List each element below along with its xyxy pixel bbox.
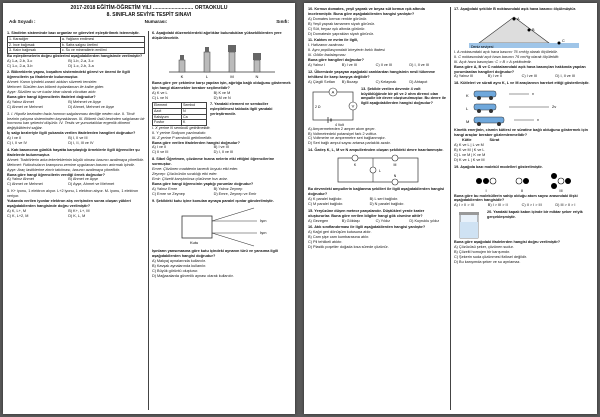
name-label: Adı Soyadı : (9, 19, 36, 24)
question-4: 4. Katı basıncının günlük hayatta karşılaştığı örneklerle ilgili öğrenciler şu ifadelerde bulunmuştur. Ahmet: Traktörlerin arka tekerleklerinin büyük olması basıncı azaltmaya yöneliktir. Mehmet: Futbolcuların kramponu zemine uygulanan basıncı artırmak içindir. Ayşe: Araç lastiklerine zincir takılması, basıncı azaltmaya yöneliktir. Buna göre hangi öğrencilerin verdiği örnek doğrudur? A) Yalnız Ahmet B) Ahmet ve Ayşe C) Ahmet ve Mehmet D) Ayşe, Ahmet ve Mehmet (7, 148, 144, 187)
resistance-label: 2 Ω (315, 104, 321, 109)
svg-text:v: v (531, 91, 534, 97)
page2-left-column (308, 7, 447, 412)
mountain-figure (469, 13, 579, 49)
svg-text:II: II (520, 187, 523, 193)
molecule-3-icon (551, 173, 571, 189)
point-c (557, 41, 560, 44)
svg-text:C: C (561, 38, 565, 43)
svg-text:I: I (484, 187, 487, 193)
ray-label-1: Işın (259, 218, 266, 224)
circuit-figure-14 (333, 154, 423, 186)
student-info-row (3, 18, 295, 25)
exam-subtitle: 8. SINIFLAR SEVİYE TESPİT SINAVI (106, 12, 192, 18)
weight-m-column (229, 52, 235, 72)
page2-right-column (454, 7, 593, 412)
weights-figure (167, 42, 277, 80)
question-10: 10. Kırmızı domates, yeşil yaprak ve beyaz süt kırmızı ışık altında incelenmiştir. Buna göre aşağıdakilerden hangisi yanlıştır? A) Domates kırmızı renkte görünür. B) Yeşil yaprak tamamen siyah görünür. C) Süt, beyaz ışık altında görünür. D) Domatesin yaprakları siyah görünür. (308, 7, 425, 36)
svg-text:K: K (353, 163, 356, 168)
question-7: Element Sembol Azot N Kalsiyum Ca Fosfor K 7. Yandaki element ve semboller eşleştirilmesi tabloda ilgili yandaki yerleştirmedir. I. X yerine N sembolü getirilmelidir. II. Y yerine Sodyum yazılmalıdır. III. Z yerine P sembolü getirilmelidir. Buna göre verilen ifadelerden hangisi doğrudur? A) I ve II B) I ve III C) II ve III D) I, II ve III (152, 102, 273, 155)
question-5: 5. K+ iyonu, 1 elektron alıyor. L+2 iyonu, 1 elektron alıyor. M- iyonu, 1 elektron veriyor. Yukarıda verilen iyonlar elektron alış verişinden sonra oluşan yükleri aşağıdakilerden hangisinde doğru verilmiştir? A) K, L+, M B) K+, L+, M C) K, L+2, M D) K, L, M (7, 189, 139, 218)
car-k-icon (474, 91, 496, 100)
weight-n-column (254, 60, 260, 72)
question-14: 14. Özdeş K, L, M ve N ampullerinden oluşan şekildeki devre hazırlanmıştır. K L M N Bu devredeki ampullerin bağlanma şekilleri ile ilgili aşağıdakilerden hangisi doğrudur? A) K paralel bağlıdır. B) L seri bağlıdır. C) M paralel bağlıdır. D) N paralel bağlıdır. (308, 148, 445, 206)
exam-title: 2017-2018 EĞİTİM-ÖĞRETİM YILI ............................ ORTAOKULU (70, 5, 228, 11)
question-16: 16. Atık sınıflandırması ile ilgili aşağıdakilerden hangisi yanlıştır? A) Kağıt geri dönüşüm kutusuna atılır. B) Cam şişe cam kumbarasına atılır. C) Pil tehlikeli atıktır. D) Plastik poşetler doğada kısa sürede çözünür. (308, 225, 426, 250)
question-17: 17. Aşağıdaki şekilde B noktasındaki aşık hava basıncı ölçülmüştür. A B C Deniz seviyesi I. A noktasındaki açık hava basıncı 76 cmHg olarak ölçülebilir. II. C noktasındaki açık hava basıncı 76 cmHg olarak ölçülebilir. III. Açık hava basınçları: C > B > A şeklindedir. Buna göre A, B ve C noktalarındaki açık hava basınçları hakkında yapılan yorumlardan hangileri doğrudur? A) Yalnız III B) I ve II C) I ve III D) I, II ve III (454, 7, 586, 79)
question-15: 15. Yeryüzüne düşen meteor parçalarıdır. Düştükleri yerde krater oluştururlar. Buna göre verilen bilgiler hangi gök cismine aittir? A) Gezegen B) Göktaşı C) Yıldız D) Kuyruklu yıldız (308, 208, 440, 223)
point-a (512, 17, 515, 20)
weight-l (205, 47, 209, 52)
reflected-ray-1 (212, 208, 254, 221)
mirror-box (182, 216, 212, 238)
bulb-n-icon (392, 179, 398, 185)
question-3: 3. I. Hipofiz bezinden fazla hormon salgılanması devliğe neden olur. II. Tiroit bezinin çalışma sisteminden kaynaklanan. III. Böbrek üstü bezinden salgılanan bir hormonu kan şekerini düşürür. IV. Testis ve yumurtalıklar ergenlik dönemi değişikliklerini sağlar. İç salgı bezleriyle ilgili yukarıda verilen ifadelerden hangileri doğrudur? A) I ve II B) I, II ve III C) I, II ve IV D) I, II, III ve IV (7, 111, 145, 146)
exam-page-2 (304, 3, 597, 414)
question-19: 19. Aşağıda bazı molekül modelleri gösterilmiştir. I II III Buna göre bu moleküllerin sahip olduğu atom sayısı arasındaki ilişki aşağıdakilerden hangisidir? A) I > II > III B) I > III > II C) II > I > III D) III > II > I (454, 164, 578, 208)
svg-text:III: III (558, 187, 563, 193)
molecules-figure (469, 171, 579, 193)
page1-right-column (152, 31, 291, 412)
molecule-1-icon (476, 178, 496, 184)
column-divider-2 (450, 7, 451, 410)
question-20: 20. Yandaki kapalı kabın içinde bir miktar şeker eriyik gerçekleşmiştir. Buna göre aşağıdaki ifadelerden hangisi doğru verilmiştir? A) Çözücüsü şeker, çözünen sudur. B) Çözelti homojen bir karışımdır. C) Şekerin suda çözünmesi fiziksel değildir. D) Bu karışımda şeker ve su ayrılamaz. (454, 210, 583, 264)
svg-text:v: v (536, 117, 539, 123)
svg-text:A: A (331, 89, 335, 95)
svg-text:M: M (393, 163, 396, 168)
label-k: K (180, 73, 183, 79)
mountain (479, 17, 549, 43)
ray-label-2: Işın (259, 230, 266, 236)
question-12: 12. Ülkemizde yaşayan aşağıdaki canlılardan hangisinin nesli tükenme tehlikesi ile karşı karşıya değildir? A) Çizgili Sırtlan B) Bozayı C) Kelaynak D) Ahtapot (308, 69, 436, 84)
svg-text:M: M (465, 119, 469, 125)
cars-figure (464, 87, 584, 127)
svg-text:V: V (351, 103, 355, 109)
svg-text:L: L (378, 169, 381, 174)
label-l: L (205, 73, 208, 79)
svg-text:K: K (465, 93, 469, 99)
column-divider (148, 31, 149, 410)
jar-icon (454, 210, 484, 240)
question-1: 1. Sindirim sisteminde bazı organlar ve görevleri eşleştirilmek istenmiştir. 1. Karaciğer a. Yağların emilmesi 2. İnce bağırsak b. Safra salgısı üretimi 3. Kalın bağırsak c. Su ve minerallerin emilimi Bu eşleştirmelerin doğru gösterimi aşağıdakilerden hangisinde verilmiştir? A) 1-a, 2-b, 3-c B) 1-b, 2-a, 3-c C) 1-c, 2-a, 3-b D) 1-c, 2-b, 3-a (7, 31, 145, 68)
question-1-table: 1. Karaciğer a. Yağların emilmesi 2. İnce bağırsak b. Safra salgısı üretimi 3. Kalın bağırsak c. Su ve minerallerin emilimi (7, 36, 145, 54)
box-label: Kutu (189, 240, 198, 246)
bulb-m-icon (392, 155, 398, 161)
label-n: N (255, 73, 258, 79)
weight-k-column (179, 60, 185, 72)
svg-text:N: N (393, 174, 396, 179)
weight-l-column (204, 52, 210, 72)
exam-page-1 (3, 3, 295, 414)
mirror-box-figure (172, 204, 272, 248)
svg-text:A: A (516, 16, 520, 21)
molecule-2-icon (516, 178, 529, 184)
class-label: Sınıfı: (276, 19, 289, 24)
weight-m (228, 45, 236, 52)
question-11: 11. Kalıtım ve evrim ile ilgili, I. Hafızanın azalması II. Aynı popülasyondaki bireylerin farklı ifadesi III. Gölün fazlalaşması Buna göre hangileri doğrudur? A) Yalnız I B) I ve III C) II ve III D) I, II ve III (308, 38, 430, 67)
question-18: 18. Kütleleri ve sürati aynı K, L ve M araçlarının hareket ettiği gösterilmiştir. K L M v 2v v Kinetik enerjinin, cismin kütlesi ve süratine bağlı olduğunu göstermek için hangi araçlar beraber gözlemlenmelidir? Kütle Sürat A) K ve L | L ve M B) K ve M | K ve L C) L ve M | K ve M D) K ve L | K ve M (454, 81, 590, 162)
bulb-l-icon (370, 167, 376, 173)
page1-left-column (7, 31, 145, 412)
question-6: 6. Aşağıdaki düzeneklerdeki ağırlıklar bulundukları yüksekliklerden yere düşürülecektir. K L M N Buna göre yer çekimine karşı yapılan işin, ağırlığa bağlı olduğunu göstermek için hangi düzenekler beraber seçilmelidir? A) K ve L B) K ve M C) L ve N D) M ve N (152, 31, 291, 100)
point-b (527, 28, 530, 31)
number-label: Numarası: (144, 19, 168, 24)
question-13: A V 4 Volt 2 Ω 13. Şekilde verilen devrede 4 volt büyüklüğünde bir pil ve 2 ohm direnci olan ampulle bir devre oluşturulmuştur. Bu devre ile ilgili aşağıdakilerden hangisi doğrudur? A) Ampermetreden 2 amper akım geçer. B) Voltmetredeki potansiyel fark 2 volttur. C) Voltmetre ve ampermetre seri bağlanmıştır. D) Seri bağlı ampul sayısı artarsa parlaklık azalır. (308, 86, 447, 146)
battery-label: 4 Volt (335, 122, 344, 127)
svg-text:B: B (531, 27, 535, 32)
svg-text:L: L (465, 106, 468, 112)
car-m-icon (474, 117, 504, 126)
question-8: 8. Sibel Öğretmen, çözünme hızına nelerin etki ettiğini öğrencilerine sormuştur. Emre: Çözünen maddenin tanecik boyutu etki eder. Zeynep: Çözücünün sıcaklığı etki eder. Emir: Çözelti karıştırılırsa çözünme hızı artar. Buna göre hangi öğrencinin yaptığı yorumlar doğrudur? A) Yalnız Emre B) Yalnız Zeynep C) Emre ve Zeynep D) Emre, Zeynep ve Emir (152, 157, 275, 196)
reflected-ray-2 (212, 233, 254, 246)
circuit-figure-13 (308, 87, 358, 127)
bulb-k-icon (352, 155, 358, 161)
car-l-icon (474, 104, 496, 113)
svg-text:Deniz seviyesi: Deniz seviyesi (470, 44, 493, 49)
weight-k (180, 55, 184, 60)
question-9: 9. Şekildeki kutu içine konulan aynaya paralel ışınlar gönderilmiştir. Işın Işın Kutu Işınların yansımasına göre kutu içindeki aynanın türü ve yansıma ilgili aşağıdakilerden hangisi doğrudur? A) Makyaj aynalarında kullanılır. B) Kavşak aynalarında kullanılır. C) Büyük görüntü oluşturur. D) Mağazalarda güvenlik aynası olarak kullanılır. (152, 198, 278, 278)
label-m: M (229, 73, 234, 79)
question-2: 2. Böbreklerin yapısı, boşaltım sistemindeki görevi ve önemi ile ilgili öğrencilerin şu ifadelerde bulunmuştur. Ahmet: Kanın içindeki zararlı atıkları süzerek temizler. Mehmet: Süzülen kan böbrek toplardamarı ile kalbe gider. Ayşe: Süzülen su ve tuzlar idrar olarak vücuttan atılır. Buna göre hangi öğrencilerin ifadeleri doğrudur? A) Yalnız Ahmet B) Mehmet ve Ayşe C) Ahmet ve Mehmet D) Ahmet, Mehmet ve Ayşe (7, 70, 130, 109)
weight-n (253, 53, 261, 60)
element-table: Element Sembol Azot N Kalsiyum Ca Fosfor K (152, 102, 207, 125)
svg-text:2v: 2v (551, 104, 556, 110)
